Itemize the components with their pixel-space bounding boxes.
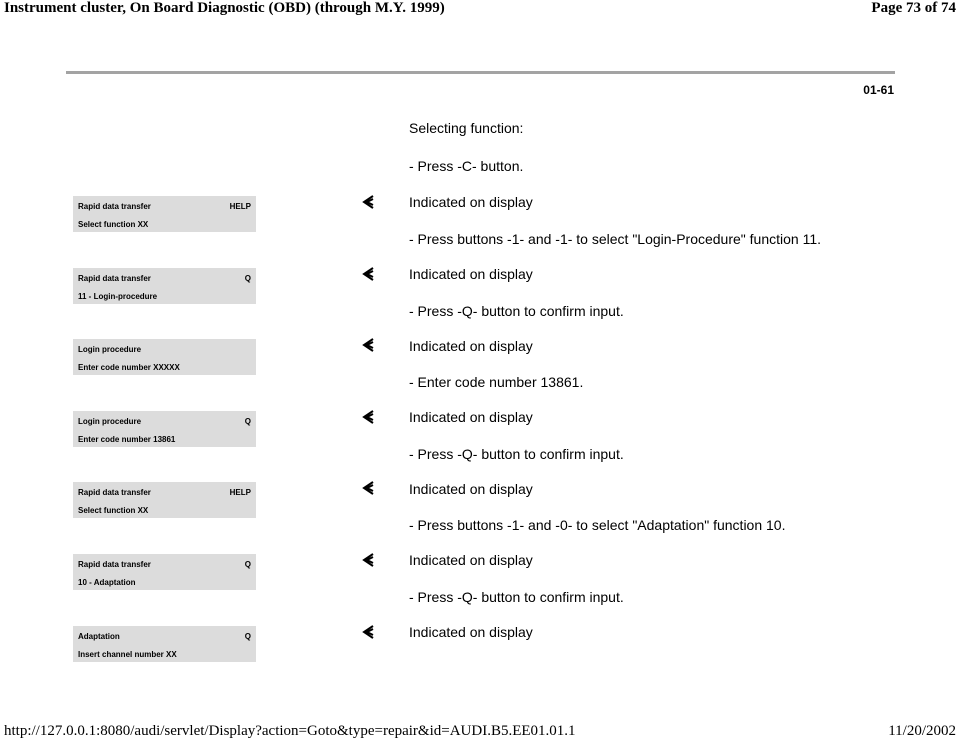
display-panel bbox=[73, 554, 256, 590]
indicated-label: Indicated on display bbox=[409, 194, 533, 210]
step-instruction: - Press -Q- button to confirm input. bbox=[409, 303, 624, 319]
display-line2: Enter code number 13861 bbox=[78, 435, 176, 444]
display-line2: 11 - Login-procedure bbox=[78, 292, 158, 301]
indicated-label: Indicated on display bbox=[409, 624, 533, 640]
display-line2: Select function XX bbox=[78, 220, 149, 229]
indicated-label: Indicated on display bbox=[409, 481, 533, 497]
footer-date: 11/20/2002 bbox=[888, 723, 956, 739]
pointer-arrow-icon bbox=[362, 625, 374, 639]
footer-url: http://127.0.0.1:8080/audi/servlet/Display?action=Goto&type=repair&id=AUDI.B5.EE01.01.1 bbox=[4, 723, 576, 739]
display-right-label: Q bbox=[244, 417, 251, 426]
step-instruction: - Enter code number 13861. bbox=[409, 374, 584, 390]
indicated-label: Indicated on display bbox=[409, 409, 533, 425]
display-panel bbox=[73, 196, 256, 232]
pointer-arrow-icon bbox=[362, 410, 374, 424]
display-panel bbox=[73, 339, 256, 375]
display-line2: Insert channel number XX bbox=[78, 650, 177, 659]
indicated-label: Indicated on display bbox=[409, 338, 533, 354]
step-instruction: - Press -Q- button to confirm input. bbox=[409, 589, 624, 605]
page-number: Page 73 of 74 bbox=[871, 0, 956, 16]
display-right-label: Q bbox=[244, 632, 251, 641]
display-panel bbox=[73, 626, 256, 662]
display-line1: Rapid data transfer bbox=[78, 202, 151, 211]
display-right-label: HELP bbox=[229, 202, 251, 211]
pointer-arrow-icon bbox=[362, 195, 374, 209]
step-instruction: - Press -Q- button to confirm input. bbox=[409, 446, 624, 462]
display-line1: Login procedure bbox=[78, 345, 142, 354]
step-instruction: - Press buttons -1- and -0- to select "Adaptation" function 10. bbox=[409, 517, 786, 533]
display-line2: Enter code number XXXXX bbox=[78, 363, 180, 372]
display-line1: Login procedure bbox=[78, 417, 142, 426]
pointer-arrow-icon bbox=[362, 267, 374, 281]
indicated-label: Indicated on display bbox=[409, 552, 533, 568]
display-line1: Rapid data transfer bbox=[78, 274, 151, 283]
display-right-label: Q bbox=[244, 560, 251, 569]
page-header-title: Instrument cluster, On Board Diagnostic (OBD) (through M.Y. 1999) bbox=[4, 0, 445, 16]
display-line2: Select function XX bbox=[78, 506, 149, 515]
indicated-label: Indicated on display bbox=[409, 266, 533, 282]
section-number: 01-61 bbox=[863, 83, 894, 97]
header-divider bbox=[66, 71, 895, 74]
pointer-arrow-icon bbox=[362, 338, 374, 352]
display-right-label: HELP bbox=[229, 488, 251, 497]
pointer-arrow-icon bbox=[362, 481, 374, 495]
display-line1: Rapid data transfer bbox=[78, 488, 151, 497]
display-line1: Rapid data transfer bbox=[78, 560, 151, 569]
pointer-arrow-icon bbox=[362, 553, 374, 567]
display-panel bbox=[73, 411, 256, 447]
step-instruction: - Press buttons -1- and -1- to select "Login-Procedure" function 11. bbox=[409, 231, 822, 247]
selecting-function-label: Selecting function: bbox=[409, 120, 524, 136]
display-panel bbox=[73, 268, 256, 304]
intro-step: - Press -C- button. bbox=[409, 158, 524, 174]
display-line2: 10 - Adaptation bbox=[78, 578, 136, 587]
display-line1: Adaptation bbox=[78, 632, 120, 641]
display-right-label: Q bbox=[244, 274, 251, 283]
display-panel bbox=[73, 482, 256, 518]
